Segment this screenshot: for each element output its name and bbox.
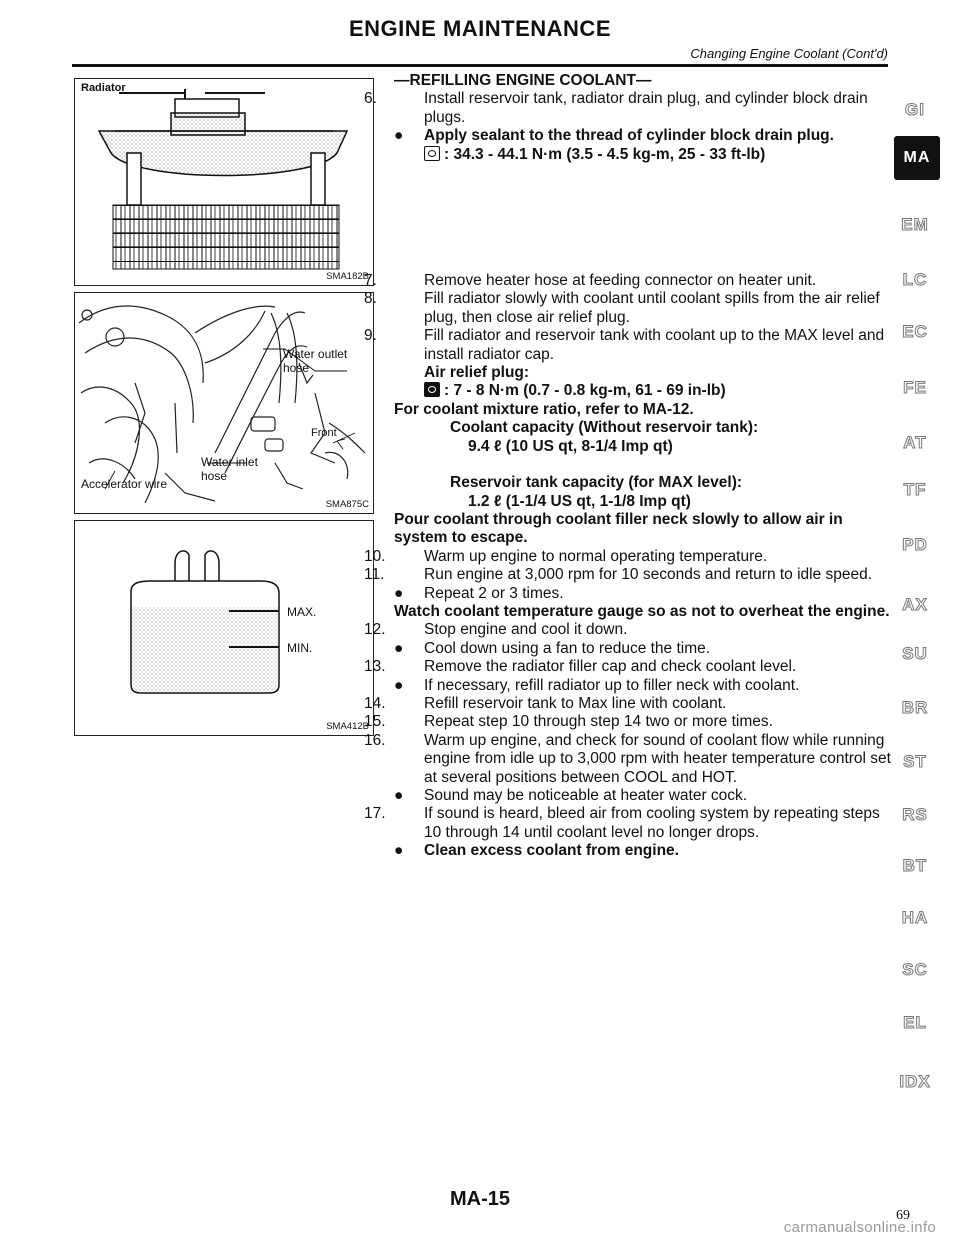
hoses-figure [74,292,374,514]
bullet-icon: ● [394,787,404,804]
bullet-text: Sound may be noticeable at heater water cock. [424,787,748,804]
step-text: Warm up engine to normal operating temperature. [424,547,768,565]
tab-br[interactable]: BR [901,698,929,717]
figure-code: SMA182B [326,271,369,282]
step-15 [364,713,894,731]
tab-sc[interactable]: SC [902,960,928,979]
torque-spec-1 [394,146,894,164]
accelerator-wire-label: Accelerator wire [81,477,168,491]
tab-ma[interactable]: MA [894,136,940,180]
step-number: 15. [364,713,386,731]
reservoir-tank-figure [74,520,374,736]
radiator-illustration [75,79,373,285]
bullet-icon: ● [394,842,404,860]
sheet-number: 69 [896,1208,910,1223]
page-title: ENGINE MAINTENANCE [348,16,611,41]
step-16 [364,731,894,787]
bullet-sealant [394,127,894,145]
step-text: Warm up engine, and check for sound of coolant flow while running engine from idle up to 3,000 rpm with heater temperature control set at several positions between COOL and HOT. [424,731,891,786]
step-14 [364,694,894,713]
step-number: 17. [364,805,386,823]
header-rule [72,64,888,67]
step-17 [364,805,894,842]
front-label: Front [311,427,337,439]
tab-rs[interactable]: RS [902,805,928,824]
tab-bt[interactable]: BT [902,856,928,875]
step-text: Run engine at 3,000 rpm for 10 seconds and return to idle speed. [424,566,873,584]
step-8 [364,290,894,327]
bullet-icon: ● [394,127,404,145]
step-7 [364,272,894,290]
pour-note: Pour coolant through coolant filler neck slowly to allow air in system to escape. [394,510,843,547]
bullet-text: Clean excess coolant from engine. [424,842,679,860]
page-number: MA-15 [449,1188,510,1210]
tab-idx[interactable]: IDX [899,1072,931,1091]
coolant-capacity-label: Coolant capacity (Without reservoir tank): [450,419,759,437]
water-outlet-hose-label: hose [283,361,310,375]
step-10 [364,547,894,566]
bullet-text: If necessary, refill radiator up to filler neck with coolant. [424,676,800,694]
bullet-icon: ● [394,639,404,657]
bullet-icon: ● [394,584,404,602]
step-number: 6. [364,90,377,108]
step-text: Remove heater hose at feeding connector on heater unit. [424,272,817,290]
tab-gi[interactable]: GI [905,100,925,119]
coolant-capacity-value: 9.4 ℓ (10 US qt, 8-1/4 Imp qt) [468,437,673,455]
step-number: 14. [364,694,386,712]
step-text: Remove the radiator filler cap and check coolant level. [424,658,797,676]
bullet-text: Apply sealant to the thread of cylinder block drain plug. [424,127,834,145]
step-number: 10. [364,547,386,565]
torque-wrench-icon [424,146,440,161]
tab-em[interactable]: EM [901,215,929,234]
torque-spec-2 [394,382,894,400]
step-text: Stop engine and cool it down. [424,621,628,639]
tab-el[interactable]: EL [903,1013,927,1032]
tab-at[interactable]: AT [903,433,927,452]
step-number: 13. [364,658,386,676]
step-6 [364,90,894,127]
site-watermark: carmanualsonline.info [783,1219,936,1236]
step-9 [364,327,894,364]
bullet-cooldown [394,640,894,658]
bullet-icon: ● [394,676,404,694]
step-text: Install reservoir tank, radiator drain plug, and cylinder block drain plugs. [424,90,868,126]
step-number: 11. [364,566,385,584]
figure-code: SMA412B [326,721,369,732]
tank-min-label: MIN. [287,641,313,655]
tab-st[interactable]: ST [903,752,927,771]
step-number: 8. [364,290,377,308]
tab-ec[interactable]: EC [902,322,928,341]
mixture-note: For coolant mixture ratio, refer to MA-12. [394,400,694,418]
watch-note: Watch coolant temperature gauge so as not to overheat the engine. [394,602,890,620]
tab-ax[interactable]: AX [902,595,928,614]
torque-text: : 7 - 8 N·m (0.7 - 0.8 kg-m, 61 - 69 in-lb) [444,382,726,400]
procedure-text [364,72,894,861]
step-text: If sound is heard, bleed air from cooling system by repeating steps 10 through 14 until coolant level no longer drops. [424,805,880,841]
torque-text: : 34.3 - 44.1 N·m (3.5 - 4.5 kg-m, 25 - 33 ft-lb) [444,145,766,163]
tab-fe[interactable]: FE [903,378,927,397]
radiator-label: Radiator [81,82,126,94]
air-relief-label: Air relief plug: [424,364,530,382]
step-text: Fill radiator slowly with coolant until coolant spills from the air relief plug, then close air relief plug. [424,290,880,326]
water-outlet-label: Water outlet [283,347,348,361]
step-number: 9. [364,327,377,345]
bullet-refill [394,677,894,695]
water-inlet-hose-label: hose [201,469,228,483]
step-text: Refill reservoir tank to Max line with coolant. [424,694,727,712]
step-number: 7. [364,272,377,290]
bullet-text: Repeat 2 or 3 times. [424,584,564,602]
step-12 [364,621,894,639]
tab-su[interactable]: SU [902,644,928,663]
tab-pd[interactable]: PD [902,535,928,554]
bullet-sound [394,787,894,805]
reservoir-capacity-label: Reservoir tank capacity (for MAX level): [450,474,743,492]
bullet-clean [394,842,894,860]
tab-ha[interactable]: HA [901,908,929,927]
step-text: Fill radiator and reservoir tank with coolant up to the MAX level and install radiator cap. [424,327,885,363]
step-number: 16. [364,731,386,749]
section-heading: —REFILLING ENGINE COOLANT— [394,72,652,89]
step-text: Repeat step 10 through step 14 two or more times. [424,713,773,731]
reservoir-tank-illustration [75,521,373,735]
tank-max-label: MAX. [287,605,317,619]
step-number: 12. [364,621,386,639]
water-inlet-label: Water inlet [201,455,258,469]
step-13 [364,658,894,676]
torque-wrench-icon [424,382,440,397]
bullet-repeat [394,585,894,603]
section-subtitle: Changing Engine Coolant (Cont'd) [690,46,888,61]
tab-tf[interactable]: TF [903,480,927,499]
tab-lc[interactable]: LC [902,270,928,289]
reservoir-capacity-value: 1.2 ℓ (1-1/4 US qt, 1-1/8 Imp qt) [468,492,691,510]
radiator-figure [74,78,374,286]
figure-code: SMA875C [325,499,369,510]
bullet-text: Cool down using a fan to reduce the time. [424,639,711,657]
step-11 [364,566,894,584]
